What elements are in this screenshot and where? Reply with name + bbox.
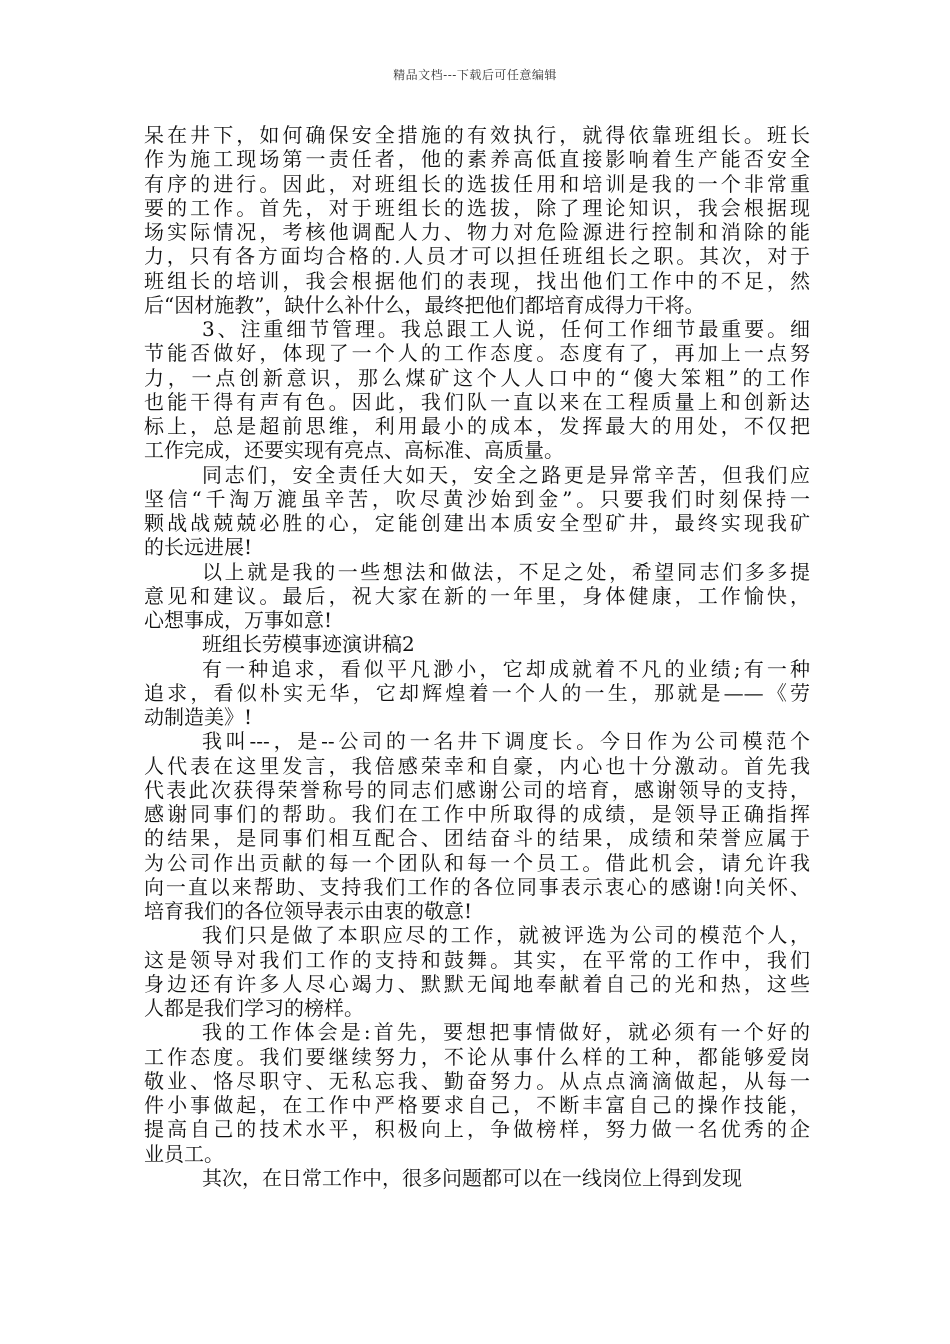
text-line: 节能否做好，体现了一个人的工作态度。态度有了，再加上一点努 <box>144 341 810 366</box>
text-line: 我的工作体会是:首先，要想把事情做好，就必须有一个好的 <box>202 1020 810 1045</box>
text-line: 提高自己的技术水平，积极向上，争做榜样，努力做一名优秀的企 <box>144 1117 810 1142</box>
text-line: 动制造美》! <box>144 705 253 729</box>
text-line: 标上，总是超前思维，利用最小的成本，发挥最大的用处，不仅把 <box>144 414 810 438</box>
document-body <box>144 123 810 1190</box>
text-line: 心想事成，万事如意! <box>144 608 333 632</box>
text-line: 向一直以来帮助、支持我们工作的各位同事表示衷心的感谢!向关怀、 <box>144 874 810 899</box>
text-line: 力，只有各方面均合格的.人员才可以担任班组长之职。其次，对于 <box>144 244 810 269</box>
text-line: 培育我们的各位领导表示由衷的敬意! <box>144 899 473 923</box>
text-line: 为公司作出贡献的每一个团队和每一个员工。借此机会，请允许我 <box>144 850 810 875</box>
page-header: 精品文档---下载后可任意编辑 <box>393 68 557 82</box>
text-line: 其次，在日常工作中，很多问题都可以在一线岗位上得到发现 <box>202 1165 742 1190</box>
text-line: 感谢同事们的帮助。我们在工作中所取得的成绩，是领导正确指挥 <box>144 802 810 826</box>
text-line: 班组长的培训，我会根据他们的表现，找出他们工作中的不足，然 <box>144 268 810 293</box>
text-line: 班组长劳模事迹演讲稿2 <box>202 632 415 657</box>
text-line: 件小事做起，在工作中严格要求自己，不断丰富自己的操作技能， <box>144 1093 810 1117</box>
text-line: 业员工。 <box>144 1141 224 1166</box>
text-line: 场实际情况，考核他调配人力、物力对危险源进行控制和消除的能 <box>144 220 810 244</box>
text-line: 有序的进行。因此，对班组长的选拔任用和培训是我的一个非常重 <box>144 171 810 196</box>
text-line: 作为施工现场第一责任者，他的素养高低直接影响着生产能否安全 <box>144 147 810 172</box>
text-line: 后“因材施教”，缺什么补什么，最终把他们都培育成得力干将。 <box>144 292 705 317</box>
text-line: 我们只是做了本职应尽的工作，就被评选为公司的模范个人， <box>202 923 810 948</box>
text-line: 要的工作。首先，对于班组长的选拔，除了理论知识，我会根据现 <box>144 195 810 220</box>
text-line: 意见和建议。最后，祝大家在新的一年里，身体健康，工作愉快， <box>144 583 810 608</box>
text-line: 代表此次获得荣誉称号的同志们感谢公司的培育，感谢领导的支持， <box>144 777 810 802</box>
text-line: 颗战战兢兢必胜的心，定能创建出本质安全型矿井，最终实现我矿 <box>144 511 810 535</box>
text-line: 同志们，安全责任大如天，安全之路更是异常辛苦，但我们应 <box>202 462 810 487</box>
text-line: 敬业、恪尽职守、无私忘我、勤奋努力。从点点滴滴做起，从每一 <box>144 1068 810 1093</box>
text-line: 以上就是我的一些想法和做法，不足之处，希望同志们多多提 <box>202 559 810 584</box>
text-line: 坚信“千淘万漉虽辛苦，吹尽黄沙始到金”。只要我们时刻保持一 <box>144 486 810 511</box>
text-line: 人都是我们学习的榜样。 <box>144 996 364 1020</box>
text-line: 的长远进展! <box>144 535 253 560</box>
text-line: 的结果，是同事们相互配合、团结奋斗的结果，成绩和荣誉应属于 <box>144 826 810 851</box>
text-line: 呆在井下，如何确保安全措施的有效执行，就得依靠班组长。班长 <box>144 123 810 147</box>
text-line: 力，一点创新意识，那么煤矿这个人人口中的“傻大笨粗”的工作 <box>144 365 810 390</box>
text-line: 这是领导对我们工作的支持和鼓舞。其实，在平常的工作中，我们 <box>144 947 810 972</box>
text-line: 身边还有许多人尽心竭力、默默无闻地奉献着自己的光和热，这些 <box>144 971 810 996</box>
text-line: 追求，看似朴实无华，它却辉煌着一个人的一生，那就是——《劳 <box>144 680 810 705</box>
text-line: 有一种追求，看似平凡渺小，它却成就着不凡的业绩;有一种 <box>202 656 810 681</box>
text-line: 我叫---，是--公司的一名井下调度长。今日作为公司模范个 <box>202 729 810 754</box>
text-line: 工作完成，还要实现有亮点、高标准、高质量。 <box>144 438 564 463</box>
text-line: 人代表在这里发言，我倍感荣幸和自豪，内心也十分激动。首先我 <box>144 753 810 778</box>
text-line: 工作态度。我们要继续努力，不论从事什么样的工种，都能够爱岗 <box>144 1044 810 1069</box>
text-line: 也能干得有声有色。因此，我们队一直以来在工程质量上和创新达 <box>144 389 810 414</box>
text-line: 3、注重细节管理。我总跟工人说，任何工作细节最重要。细 <box>202 317 810 341</box>
